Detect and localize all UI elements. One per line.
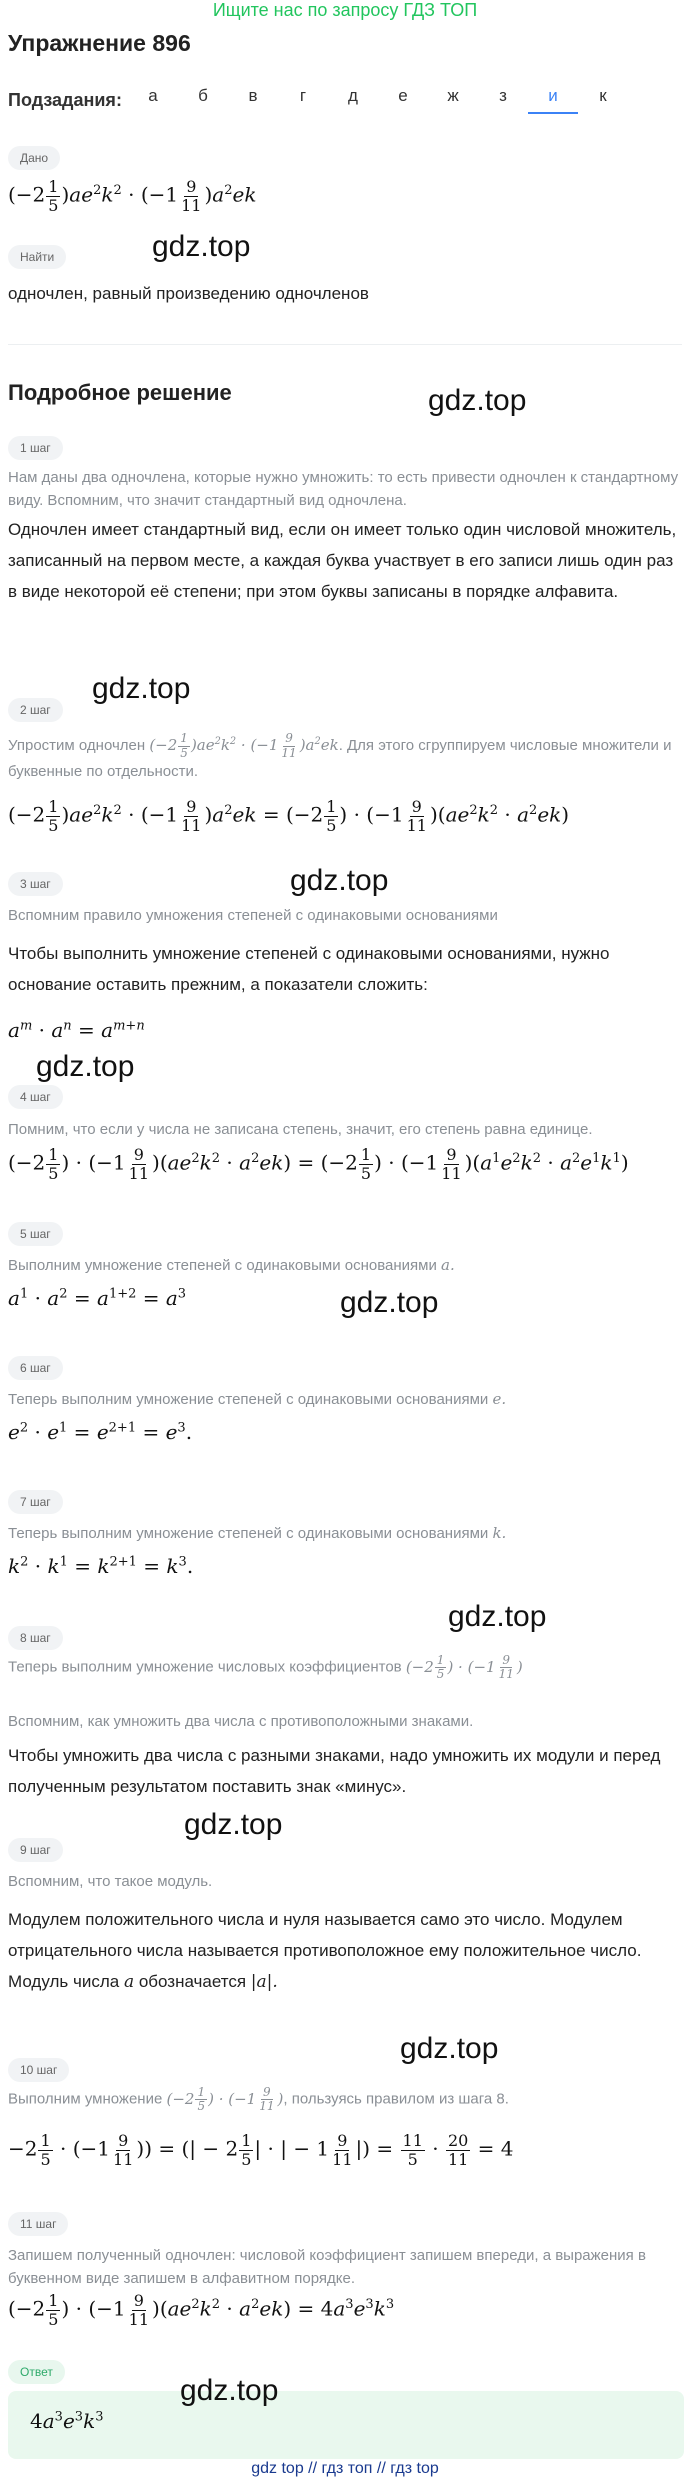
footer-separator: // (376, 2460, 386, 2477)
footer-link[interactable]: gdz top (251, 2460, 304, 2477)
footer-separator: // (308, 2460, 318, 2477)
watermark: gdz.top (152, 230, 251, 263)
step-text-var: a (123, 1972, 135, 1992)
step-note: Помним, что если у числа не записана степень, значит, его степень равна единице. (8, 1121, 593, 1138)
step-expression: $e^2 \cdot e^1 = e^{2+1} = e^3$. (8, 1420, 193, 1444)
given-badge: Дано (8, 146, 60, 170)
step-note: Нам даны два одночлена, которые нужно умножить: то есть привести одночлен к стандартному виду. Вспомним, что значит стандартный вид одночлена. (8, 469, 679, 509)
answer-expression: $4a^3e^3k^3$ (30, 2409, 104, 2433)
subtask-tab-k[interactable]: к (599, 86, 607, 105)
step-note-part: Выполним умножение (8, 2090, 163, 2108)
step-badge: 7 шаг (8, 1490, 63, 1514)
step-note-part: , пользуясь правилом из шага 8. (283, 2090, 509, 2108)
step-expression: $a^1 \cdot a^2 = a^{1+2} = a^3$ (8, 1286, 187, 1310)
find-badge: Найти (8, 245, 66, 269)
watermark: gdz.top (340, 1286, 439, 1319)
subtask-tab-v[interactable]: в (248, 86, 258, 105)
step-note: Вспомним правило умножения степеней с одинаковыми основаниями (8, 907, 498, 924)
subtask-tab-e[interactable]: е (398, 86, 408, 105)
step-note-part: . Для этого сгруппируем числовые множители и буквенные по отдельности. (8, 737, 672, 780)
step-expression: (−2 $\frac{1}{5}$ ) · (−1 $\frac{9}{11}$ )$(ae^2k^2 \cdot a^2ek) = (-2$ $\frac{1}{5}$ ) · (−1 $\frac{9}{11}$ )$(a^1e^2k^2 \cdot a^2e^1k^1)$ (8, 1145, 629, 1183)
step-badge: 8 шаг (8, 1626, 63, 1650)
watermark: gdz.top (36, 1050, 135, 1083)
watermark: gdz.top (180, 2374, 279, 2407)
step-note (8, 1522, 684, 1545)
footer (0, 2460, 690, 2478)
step-badge: 2 шаг (8, 698, 63, 722)
subtask-tab-d[interactable]: д (348, 86, 358, 105)
step-badge: 5 шаг (8, 1222, 63, 1246)
step-note-part: Упростим одночлен (8, 737, 146, 754)
step-badge: 9 шаг (8, 1838, 63, 1862)
step-note: Выполним умножение (−2 $\frac{1}{5}$ ) · (−1 $\frac{9}{11}$ ), пользуясь правилом из шага 8. (8, 2085, 509, 2114)
answer-box (8, 2391, 684, 2459)
step-text-part: обозначается (138, 1972, 247, 1991)
step-badge: 1 шаг (8, 436, 63, 460)
footer-link[interactable]: гдз top (390, 2460, 439, 2477)
step-note-var: k. (492, 1524, 507, 1542)
answer-badge: Ответ (8, 2360, 65, 2384)
step-note-part: Теперь выполним умножение числовых коэффициентов (8, 1658, 402, 1676)
step-note (8, 1388, 684, 1411)
step-text-abs: |a|. (250, 1972, 278, 1992)
step-badge: 11 шаг (8, 2212, 68, 2236)
watermark: gdz.top (92, 672, 191, 705)
subtask-tab-b[interactable]: б (198, 86, 208, 105)
step-badge: 10 шаг (8, 2058, 69, 2082)
step-expression: (−2 $\frac{1}{5}$ ) · (−1 $\frac{9}{11}$ )$(ae^2k^2 \cdot a^2ek) = 4a^3e^3k^3$ (8, 2291, 395, 2329)
divider (8, 344, 682, 345)
given-expression: (−2 $\frac{1}{5}$ )$ae^2k^2 \cdot (-1$ $\frac{9}{11}$ )$a^2ek$ (8, 177, 257, 215)
step-expression: $a^m \cdot a^n = a^{m+n}$ (8, 1018, 145, 1042)
step-text-part: Модулем положительного числа и нуля называется само это число. Модулем отрицательного числа называется противоположное ему положительное число. Модуль числа (8, 1910, 642, 1991)
step-expression: (−2 $\frac{1}{5}$ )$ae^2k^2 \cdot (-1$ $\frac{9}{11}$ )$a^2ek = (-2$ $\frac{1}{5}$ ) · (−1 $\frac{9}{11}$ )$(ae^2k^2 \cdot a^2ek)$ (8, 797, 570, 835)
step-badge: 4 шаг (8, 1085, 63, 1109)
step-expression: $k^2 \cdot k^1 = k^{2+1} = k^3$. (8, 1554, 194, 1578)
find-text: одночлен, равный произведению одночленов (8, 284, 369, 303)
search-banner-link[interactable]: Ищите нас по запросу ГДЗ ТОП (212, 0, 478, 20)
watermark: gdz.top (400, 2032, 499, 2065)
footer-link[interactable]: гдз топ (321, 2460, 373, 2477)
step-note: Вспомним, что такое модуль. (8, 1873, 213, 1890)
subtasks-nav (8, 82, 682, 118)
step-expression: −2 $\frac{1}{5}$ · (−1 $\frac{9}{11}$ )) = (| − 2 $\frac{1}{5}$ | · | − 1 $\frac{9}{11}$ |) = $\frac{11}{5}$ · $\frac{20}{11}$ = 4 (8, 2131, 514, 2169)
subtask-tab-z[interactable]: з (499, 86, 507, 105)
subtask-tab-a[interactable]: а (148, 86, 158, 105)
step-text: Чтобы умножить два числа с разными знаками, надо умножить их модули и перед полученным результатом поставить знак «минус». (8, 1746, 661, 1796)
watermark: gdz.top (184, 1808, 283, 1841)
step-note (8, 1254, 684, 1277)
watermark: gdz.top (448, 1600, 547, 1633)
step-badge: 3 шаг (8, 872, 63, 896)
step-note-var: e. (492, 1390, 507, 1408)
subtask-tab-i[interactable]: и (528, 86, 578, 114)
step-note: Вспомним, как умножить два числа с противоположными знаками. (8, 1713, 474, 1730)
watermark: gdz.top (428, 384, 527, 417)
step-text: Чтобы выполнить умножение степеней с одинаковыми основаниями, нужно основание оставить прежним, а показатели сложить: (8, 944, 610, 994)
subtask-tab-g[interactable]: г (299, 86, 307, 105)
step-note: Упростим одночлен (−2 $\frac{1}{5}$ )$ae^2k^2 \cdot (-1$ $\frac{9}{11}$ )$a^2ek$. Для этого сгруппируем числовые множители и буквенные по отдельности. (8, 731, 672, 780)
subtask-tab-zh[interactable]: ж (447, 86, 459, 105)
step-text (8, 1904, 684, 1998)
step-note-part: Выполним умножение степеней с одинаковыми основаниями (8, 1257, 437, 1274)
step-badge: 6 шаг (8, 1356, 63, 1380)
page-title: Упражнение 896 (8, 30, 191, 56)
search-banner (0, 0, 690, 21)
step-note-var: a. (441, 1256, 455, 1274)
watermark: gdz.top (290, 864, 389, 897)
step-note-part: Теперь выполним умножение степеней с одинаковыми основаниями (8, 1391, 489, 1408)
step-note: Теперь выполним умножение числовых коэффициентов (−2 $\frac{1}{5}$ ) · (−1 $\frac{9}{11}$ ) (8, 1653, 523, 1682)
subtasks-label: Подзадания: (8, 89, 122, 110)
solution-heading: Подробное решение (8, 380, 232, 405)
step-text: Одночлен имеет стандартный вид, если он имеет только один числовой множитель, записанный на первом месте, а каждая буква участвует в его записи лишь один раз в виде некоторой её степени; при этом буквы записаны в порядке алфавита. (8, 520, 677, 601)
step-note-part: Теперь выполним умножение степеней с одинаковыми основаниями (8, 1525, 489, 1542)
step-note: Запишем полученный одночлен: числовой коэффициент запишем впереди, а выражения в буквенном виде запишем в алфавитном порядке. (8, 2247, 646, 2287)
